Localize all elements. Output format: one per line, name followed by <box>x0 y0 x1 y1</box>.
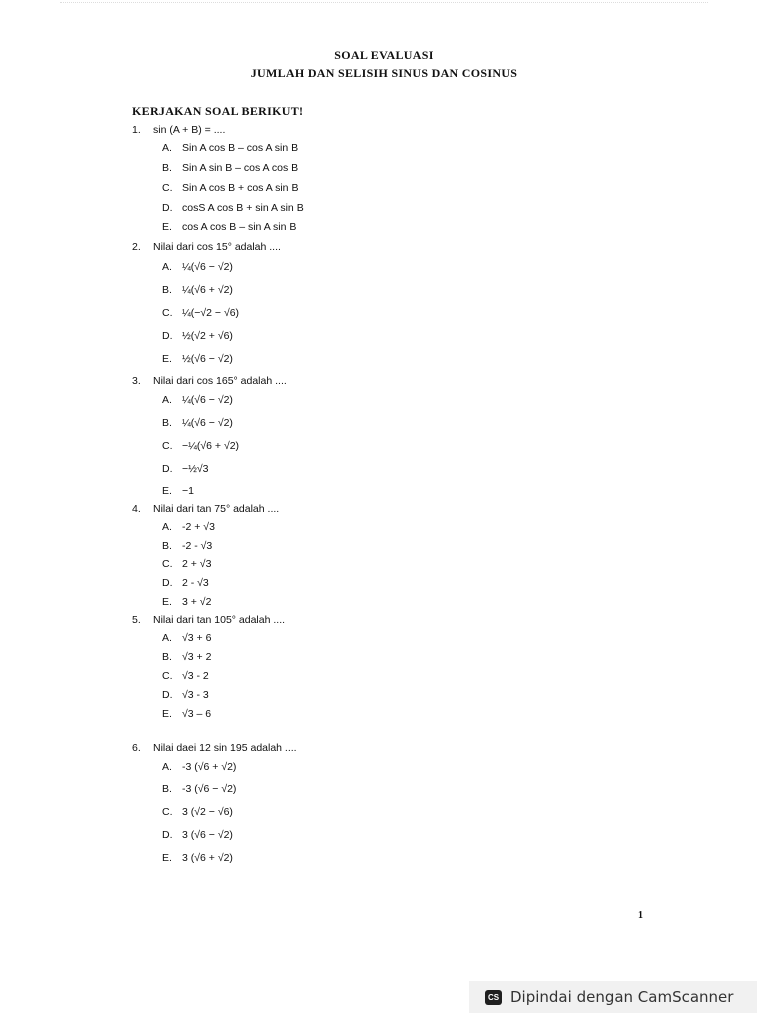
question-text: Nilai dari tan 75° adalah .... <box>153 503 280 515</box>
question-3 <box>132 375 287 387</box>
option-3c: C. −¼(√6 + √2) <box>162 440 240 452</box>
option-6c: C. 3 (√2 − √6) <box>162 806 233 818</box>
option-1a: A. Sin A cos B – cos A sin B <box>162 142 299 154</box>
option-4e: E. 3 + √2 <box>162 596 212 608</box>
option-1d: D. cosS A cos B + sin A sin B <box>162 202 304 214</box>
question-number: 3. <box>132 375 141 387</box>
option-1c: C. Sin A cos B + cos A sin B <box>162 182 299 194</box>
camscanner-logo-icon: CS <box>485 990 502 1005</box>
option-5a: A. √3 + 6 <box>162 632 212 644</box>
question-text: Nilai dari cos 15° adalah .... <box>153 241 281 253</box>
question-1 <box>132 124 225 136</box>
instruction-heading: KERJAKAN SOAL BERIKUT! <box>132 104 304 118</box>
camscanner-text: Dipindai dengan CamScanner <box>510 988 734 1006</box>
question-number: 4. <box>132 503 141 515</box>
option-2c: C. ¼(−√2 − √6) <box>162 307 240 319</box>
scan-edge-line <box>60 2 708 3</box>
doc-subtitle: JUMLAH DAN SELISIH SINUS DAN COSINUS <box>250 66 518 80</box>
doc-title: SOAL EVALUASI <box>334 48 434 62</box>
option-1b: B. Sin A sin B – cos A cos B <box>162 162 299 174</box>
option-4c: C. 2 + √3 <box>162 558 212 570</box>
question-number: 6. <box>132 742 141 754</box>
question-number: 2. <box>132 241 141 253</box>
option-2b: B. ¼(√6 + √2) <box>162 284 233 296</box>
question-number: 1. <box>132 124 141 136</box>
option-6b: B. -3 (√6 − √2) <box>162 783 237 795</box>
question-4 <box>132 503 279 515</box>
option-5e: E. √3 – 6 <box>162 708 212 720</box>
option-6e: E. 3 (√6 + √2) <box>162 852 233 864</box>
option-5d: D. √3 - 3 <box>162 689 209 701</box>
option-4a: A. -2 + √3 <box>162 521 215 533</box>
option-2e: E. ½(√6 − √2) <box>162 353 233 365</box>
page-number: 1 <box>638 910 643 921</box>
option-3b: B. ¼(√6 − √2) <box>162 417 233 429</box>
option-2d: D. ½(√2 + √6) <box>162 330 233 342</box>
question-6 <box>132 742 297 754</box>
option-6a: A. -3 (√6 + √2) <box>162 761 237 773</box>
question-number: 5. <box>132 614 141 626</box>
camscanner-watermark <box>469 981 757 1013</box>
option-3d: D. −½√3 <box>162 463 209 475</box>
question-text: sin (A + B) = .... <box>153 124 226 136</box>
option-5c: C. √3 - 2 <box>162 670 209 682</box>
option-3a: A. ¼(√6 − √2) <box>162 394 233 406</box>
option-6d: D. 3 (√6 − √2) <box>162 829 233 841</box>
question-5 <box>132 614 285 626</box>
option-4b: B. -2 - √3 <box>162 540 213 552</box>
option-5b: B. √3 + 2 <box>162 651 212 663</box>
option-3e: E. −1 <box>162 485 194 497</box>
question-text: Nilai dari tan 105° adalah .... <box>153 614 286 626</box>
question-text: Nilai dari cos 165° adalah .... <box>153 375 287 387</box>
option-1e: E. cos A cos B – sin A sin B <box>162 221 297 233</box>
question-text: Nilai daei 12 sin 195 adalah .... <box>153 742 297 754</box>
option-4d: D. 2 - √3 <box>162 577 209 589</box>
option-2a: A. ¼(√6 − √2) <box>162 261 233 273</box>
question-2 <box>132 241 281 253</box>
